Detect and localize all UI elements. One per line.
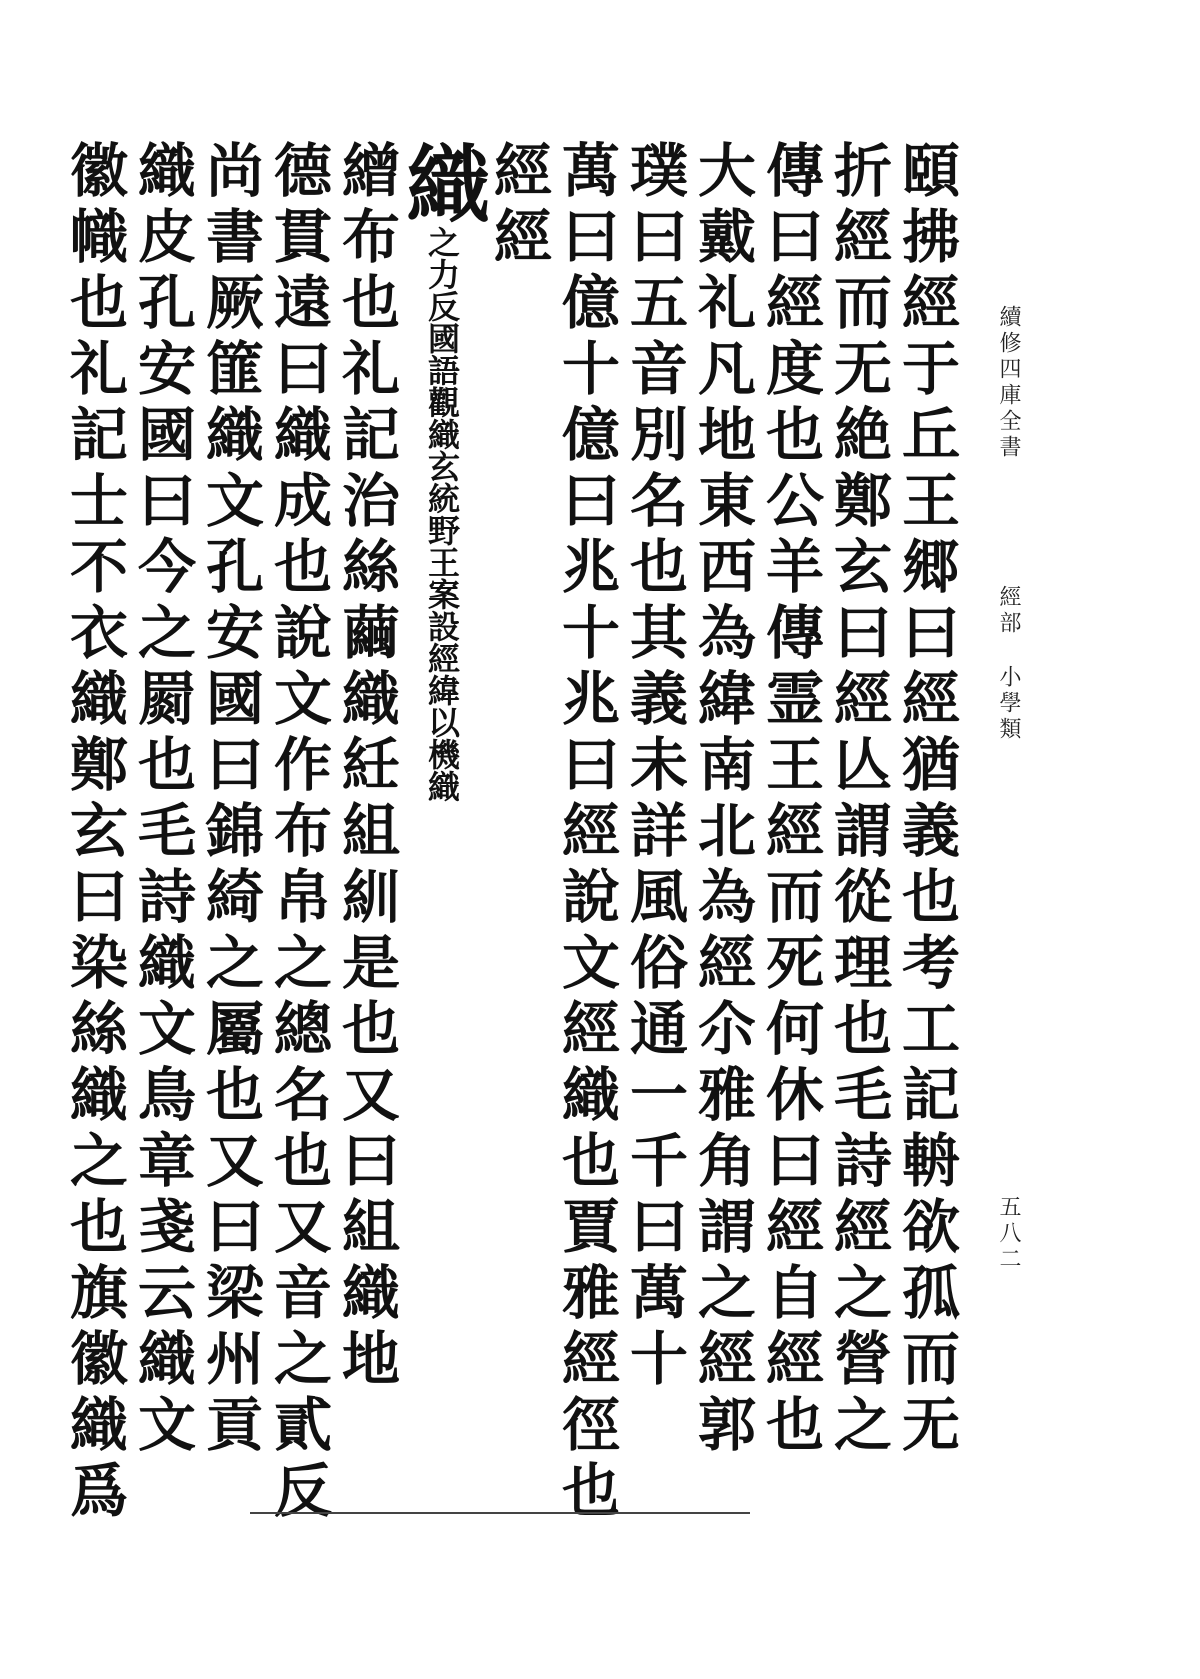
section-label: 經部 [996,585,1021,637]
column-text: 徽幟也礼記士不衣織鄭玄曰染絲織之也旗徽織爲 [60,140,128,1526]
column-text: 璞曰五音別名也其義未詳風俗通一千曰萬十 [620,140,688,1394]
text-column [196,140,264,1580]
text-column [484,140,620,1580]
column-text: 大戴礼凡地東西為緯南北為經尒雅角謂之經郭 [688,140,756,1460]
column-text: 德貫遠曰織成也說文作布帛之總名也又音之貳反 [264,140,332,1526]
column-text: 尚書厥篚織文孔安國曰錦綺之屬也又曰梁州貢 [196,140,264,1460]
text-column [393,140,492,1580]
book-title: 續修四庫全書 [996,305,1021,461]
text-column [620,140,688,1580]
main-text [60,140,960,1580]
page-number: 五八二 [996,1195,1021,1273]
entry-headword: 織 [393,140,492,226]
text-column [60,140,128,1580]
margin-header [985,305,1025,1555]
column-text: 折經而无絶鄭玄曰經亾謂從理也毛詩經之營之 [824,140,892,1460]
column-text: 傳曰經度也公羊傳霊王經而死何休曰經自經也 [756,140,824,1460]
column-text: 織皮孔安國曰今之罽也毛詩織文鳥章戔云織文 [128,140,196,1460]
text-column [892,140,960,1580]
column-text: 繒布也礼記治絲繭織紝組紃是也又曰組織地 [332,140,400,1394]
column-text: 萬曰億十億曰兆十兆曰經說文經織也賈雅經徑也經經 [484,140,620,1526]
subsection-label: 小學類 [996,665,1021,743]
text-column [128,140,196,1580]
column-text: 頤拂經于丘王郷曰經猶義也考工記輈欲孤而无 [892,140,960,1460]
text-column [756,140,824,1580]
column-text: 之力反國語觀織玄統野王案設經緯以機織 [423,226,461,802]
bottom-rule [250,1512,750,1514]
text-column [332,140,400,1580]
text-column [688,140,756,1580]
text-column [824,140,892,1580]
text-column [264,140,332,1580]
